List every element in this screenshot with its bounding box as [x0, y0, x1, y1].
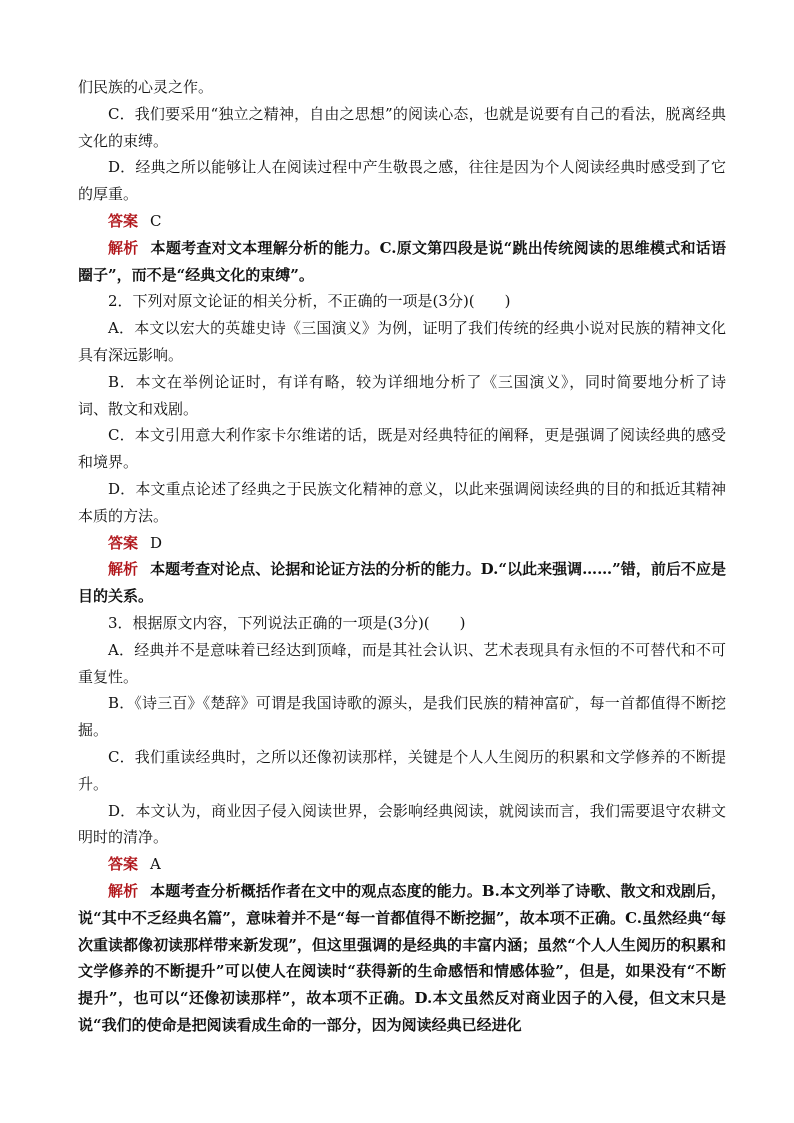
explanation-label: 解析	[108, 238, 139, 257]
q3-stem: 3．根据原文内容，下列说法正确的一项是(3分)( )	[108, 613, 466, 632]
paragraph-continuation: 们民族的心灵之作。	[78, 78, 214, 96]
explanation-text: 本题考查对论点、论据和论证方法的分析的能力。D.“以此来强调……”错，前后不应是目的关系。	[78, 560, 726, 606]
answer-label: 答案	[108, 855, 139, 874]
answer-label: 答案	[108, 533, 139, 552]
answer-value: D	[150, 533, 163, 552]
q2-explanation	[78, 556, 726, 610]
explanation-text: 本题考查对文本理解分析的能力。C.原文第四段是说“跳出传统阅读的思维模式和话语圈子”，而不是“经典文化的束缚”。	[78, 238, 726, 284]
q1-option-d: D．经典之所以能够让人在阅读过程中产生敬畏之感，往往是因为个人阅读经典时感受到了它的厚重。	[78, 158, 726, 204]
answer-value: A	[150, 855, 161, 874]
q2-answer	[78, 530, 726, 557]
q2-option-c: C．本文引用意大利作家卡尔维诺的话，既是对经典特征的阐释，更是强调了阅读经典的感受和境界。	[78, 426, 726, 472]
document-page	[78, 74, 726, 1039]
q1-explanation	[78, 235, 726, 289]
q3-answer	[78, 851, 726, 878]
q1-option-c: C．我们要采用“独立之精神，自由之思想”的阅读心态，也就是说要有自己的看法，脱离经典文化的束缚。	[78, 104, 726, 150]
q2-option-a: A．本文以宏大的英雄史诗《三国演义》为例，证明了我们传统的经典小说对民族的精神文化具有深远影响。	[78, 319, 726, 364]
explanation-label: 解析	[108, 881, 139, 900]
q1-answer	[78, 208, 726, 235]
q2-option-b: B．本文在举例论证时，有详有略，较为详细地分析了《三国演义》，同时简要地分析了诗词、散文和戏剧。	[78, 372, 726, 418]
q3-option-d: D．本文认为，商业因子侵入阅读世界，会影响经典阅读，就阅读而言，我们需要退守农耕文明时的清净。	[78, 801, 726, 847]
explanation-label: 解析	[108, 560, 139, 579]
q3-option-b: B．《诗三百》《楚辞》可谓是我国诗歌的源头，是我们民族的精神富矿，每一首都值得不断挖掘。	[78, 694, 726, 740]
q3-explanation	[78, 878, 726, 1039]
q2-option-d: D．本文重点论述了经典之于民族文化精神的意义，以此来强调阅读经典的目的和抵近其精神本质的方法。	[78, 479, 726, 525]
q2-stem: 2．下列对原文论证的相关分析，不正确的一项是(3分)( )	[108, 292, 511, 311]
q3-option-c: C．我们重读经典时，之所以还像初读那样，关键是个人人生阅历的积累和文学修养的不断提升。	[78, 747, 726, 793]
answer-label: 答案	[108, 211, 139, 230]
q3-option-a: A．经典并不是意味着已经达到顶峰，而是其社会认识、艺术表现具有永恒的不可替代和不可重复性。	[78, 640, 726, 686]
answer-value: C	[150, 211, 162, 230]
explanation-text: 本题考查分析概括作者在文中的观点态度的能力。B.本文列举了诗歌、散文和戏剧后，说“其中不乏经典名篇”，意味着并不是“每一首都值得不断挖掘”，故本项不正确。C.虽然经典“每次重读都像初读那样带来新发现”，但这里强调的是经典的丰富内涵；虽然“个人人生阅历的积累和文学修养的不断提升”可以使人在阅读时“获得新的生命感悟和情感体验”，但是，如果没有“不断提升”，也可以“还像初读那样”，故本项不正确。D.本文虽然反对商业因子的入侵，但文末只是说“我们的使命是把阅读看成生命的一部分，因为阅读经典已经进化	[78, 881, 726, 1034]
